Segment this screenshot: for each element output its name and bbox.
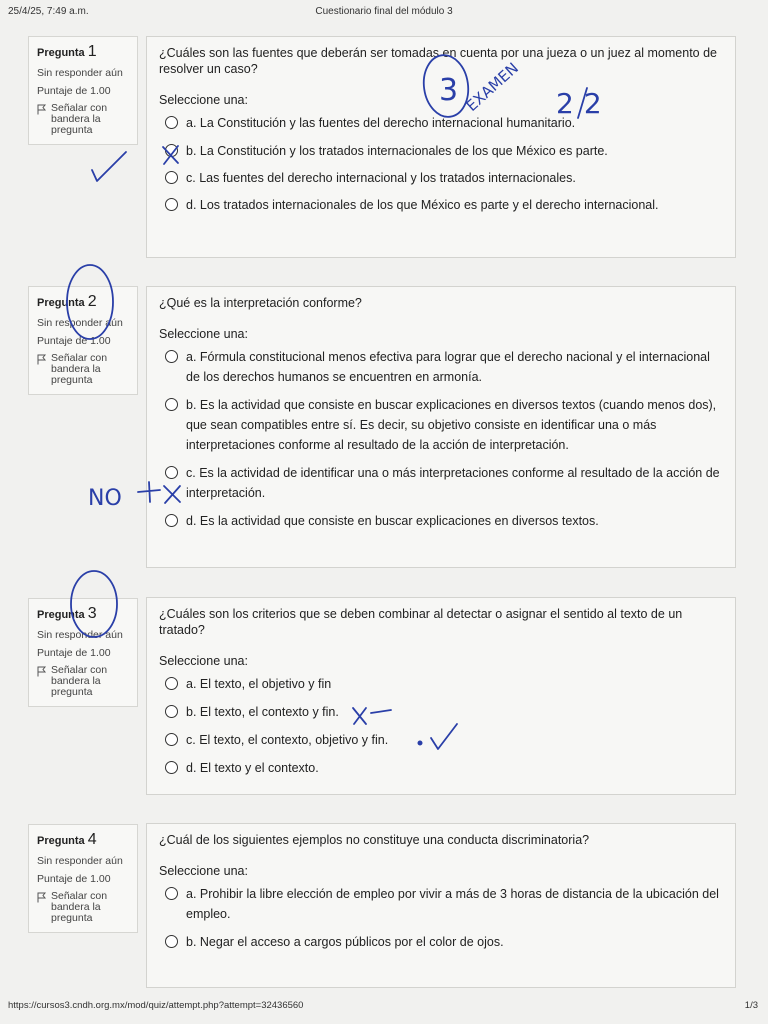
question-status: Sin responder aún bbox=[37, 67, 123, 79]
option-c[interactable]: c. El texto, el contexto, objetivo y fin. bbox=[159, 730, 723, 750]
select-prompt: Seleccione una: bbox=[159, 93, 248, 107]
flag-icon bbox=[37, 354, 47, 365]
radio-button[interactable] bbox=[165, 705, 178, 718]
question-info-3 bbox=[28, 598, 138, 707]
radio-button[interactable] bbox=[165, 350, 178, 363]
option-a[interactable]: a. El texto, el objetivo y fin bbox=[159, 674, 723, 694]
flag-question-link[interactable] bbox=[37, 665, 131, 698]
radio-button[interactable] bbox=[165, 677, 178, 690]
option-b[interactable]: b. Es la actividad que consiste en buscar explicaciones en diversos textos (cuando menos dos), que sean compatibles entre sí. Es decir, su objetivo consiste en identificar una o más interpretaciones conforme al resultado de la acción de interpretación. bbox=[159, 395, 723, 455]
flag-label: Señalar con bandera la pregunta bbox=[51, 352, 108, 386]
question-text: ¿Cuál de los siguientes ejemplos no constituye una conducta discriminatoria? bbox=[159, 833, 590, 847]
print-header bbox=[0, 6, 768, 22]
option-a[interactable]: a. Fórmula constitucional menos efectiva para lograr que el derecho nacional y el internacional de los derechos humanos se encuentren en armonía. bbox=[159, 347, 723, 387]
radio-button[interactable] bbox=[165, 733, 178, 746]
flag-label: Señalar con bandera la pregunta bbox=[51, 102, 108, 136]
option-a[interactable]: a. Prohibir la libre elección de empleo por vivir a más de 3 horas de distancia de la ubicación del empleo. bbox=[159, 884, 723, 924]
flag-label: Señalar con bandera la pregunta bbox=[51, 664, 108, 698]
question-score: Puntaje de 1.00 bbox=[37, 85, 111, 97]
question-info-1 bbox=[28, 36, 138, 145]
handwritten-note: NO bbox=[88, 486, 122, 511]
select-prompt: Seleccione una: bbox=[159, 864, 248, 878]
question-status: Sin responder aún bbox=[37, 629, 123, 641]
handwritten-exam-label: EXAMEN bbox=[462, 59, 522, 115]
question-score: Puntaje de 1.00 bbox=[37, 873, 111, 885]
question-number: Pregunta 2 bbox=[37, 293, 97, 310]
option-d[interactable]: d. Es la actividad que consiste en buscar explicaciones en diversos textos. bbox=[159, 511, 723, 531]
radio-button[interactable] bbox=[165, 887, 178, 900]
radio-button[interactable] bbox=[165, 171, 178, 184]
option-d[interactable]: d. Los tratados internacionales de los que México es parte y el derecho internacional. bbox=[159, 195, 723, 215]
question-number: Pregunta 4 bbox=[37, 831, 97, 848]
radio-button[interactable] bbox=[165, 466, 178, 479]
flag-icon bbox=[37, 892, 47, 903]
option-b[interactable]: b. La Constitución y los tratados internacionales de los que México es parte. bbox=[159, 141, 723, 161]
question-text: ¿Cuáles son los criterios que se deben combinar al detectar o asignar el sentido al texto de un tratado? bbox=[159, 607, 683, 637]
radio-button[interactable] bbox=[165, 398, 178, 411]
handwritten-circled-number: 3 bbox=[439, 73, 459, 108]
question-score: Puntaje de 1.00 bbox=[37, 647, 111, 659]
question-card-3 bbox=[146, 597, 736, 795]
page-number: 1/3 bbox=[744, 1000, 758, 1011]
radio-button[interactable] bbox=[165, 514, 178, 527]
question-card-1 bbox=[146, 36, 736, 258]
select-prompt: Seleccione una: bbox=[159, 327, 248, 341]
flag-question-link[interactable] bbox=[37, 353, 131, 386]
radio-button[interactable] bbox=[165, 761, 178, 774]
radio-button[interactable] bbox=[165, 935, 178, 948]
question-number: Pregunta 3 bbox=[37, 605, 97, 622]
question-info-4 bbox=[28, 824, 138, 933]
flag-icon bbox=[37, 666, 47, 677]
option-c[interactable]: c. Las fuentes del derecho internacional y los tratados internacionales. bbox=[159, 168, 723, 188]
handwritten-score: 2 2 bbox=[556, 87, 602, 120]
flag-question-link[interactable] bbox=[37, 103, 131, 136]
question-number: Pregunta 1 bbox=[37, 43, 97, 60]
question-text: ¿Qué es la interpretación conforme? bbox=[159, 296, 362, 310]
question-card-4 bbox=[146, 823, 736, 988]
radio-button[interactable] bbox=[165, 144, 178, 157]
question-score: Puntaje de 1.00 bbox=[37, 335, 111, 347]
select-prompt: Seleccione una: bbox=[159, 654, 248, 668]
print-footer bbox=[0, 1000, 768, 1014]
page-url: https://cursos3.cndh.org.mx/mod/quiz/attempt.php?attempt=32436560 bbox=[8, 1000, 304, 1011]
handwritten-checkmark bbox=[92, 152, 126, 181]
flag-question-link[interactable] bbox=[37, 891, 131, 924]
flag-icon bbox=[37, 104, 47, 115]
radio-button[interactable] bbox=[165, 198, 178, 211]
question-status: Sin responder aún bbox=[37, 317, 123, 329]
question-status: Sin responder aún bbox=[37, 855, 123, 867]
radio-button[interactable] bbox=[165, 116, 178, 129]
print-date: 25/4/25, 7:49 a.m. bbox=[8, 6, 89, 17]
print-title: Cuestionario final del módulo 3 bbox=[315, 6, 453, 17]
question-card-2 bbox=[146, 286, 736, 568]
option-a[interactable]: a. La Constitución y las fuentes del derecho internacional humanitario. bbox=[159, 113, 723, 133]
question-info-2 bbox=[28, 286, 138, 395]
flag-label: Señalar con bandera la pregunta bbox=[51, 890, 108, 924]
option-b[interactable]: b. Negar el acceso a cargos públicos por el color de ojos. bbox=[159, 932, 723, 952]
option-c[interactable]: c. Es la actividad de identificar una o más interpretaciones conforme al resultado de la acción de interpretación. bbox=[159, 463, 723, 503]
option-d[interactable]: d. El texto y el contexto. bbox=[159, 758, 723, 778]
question-text: ¿Cuáles son las fuentes que deberán ser tomadas en cuenta por una jueza o un juez al momento de resolver un caso? bbox=[159, 46, 717, 76]
option-b[interactable]: b. El texto, el contexto y fin. bbox=[159, 702, 723, 722]
